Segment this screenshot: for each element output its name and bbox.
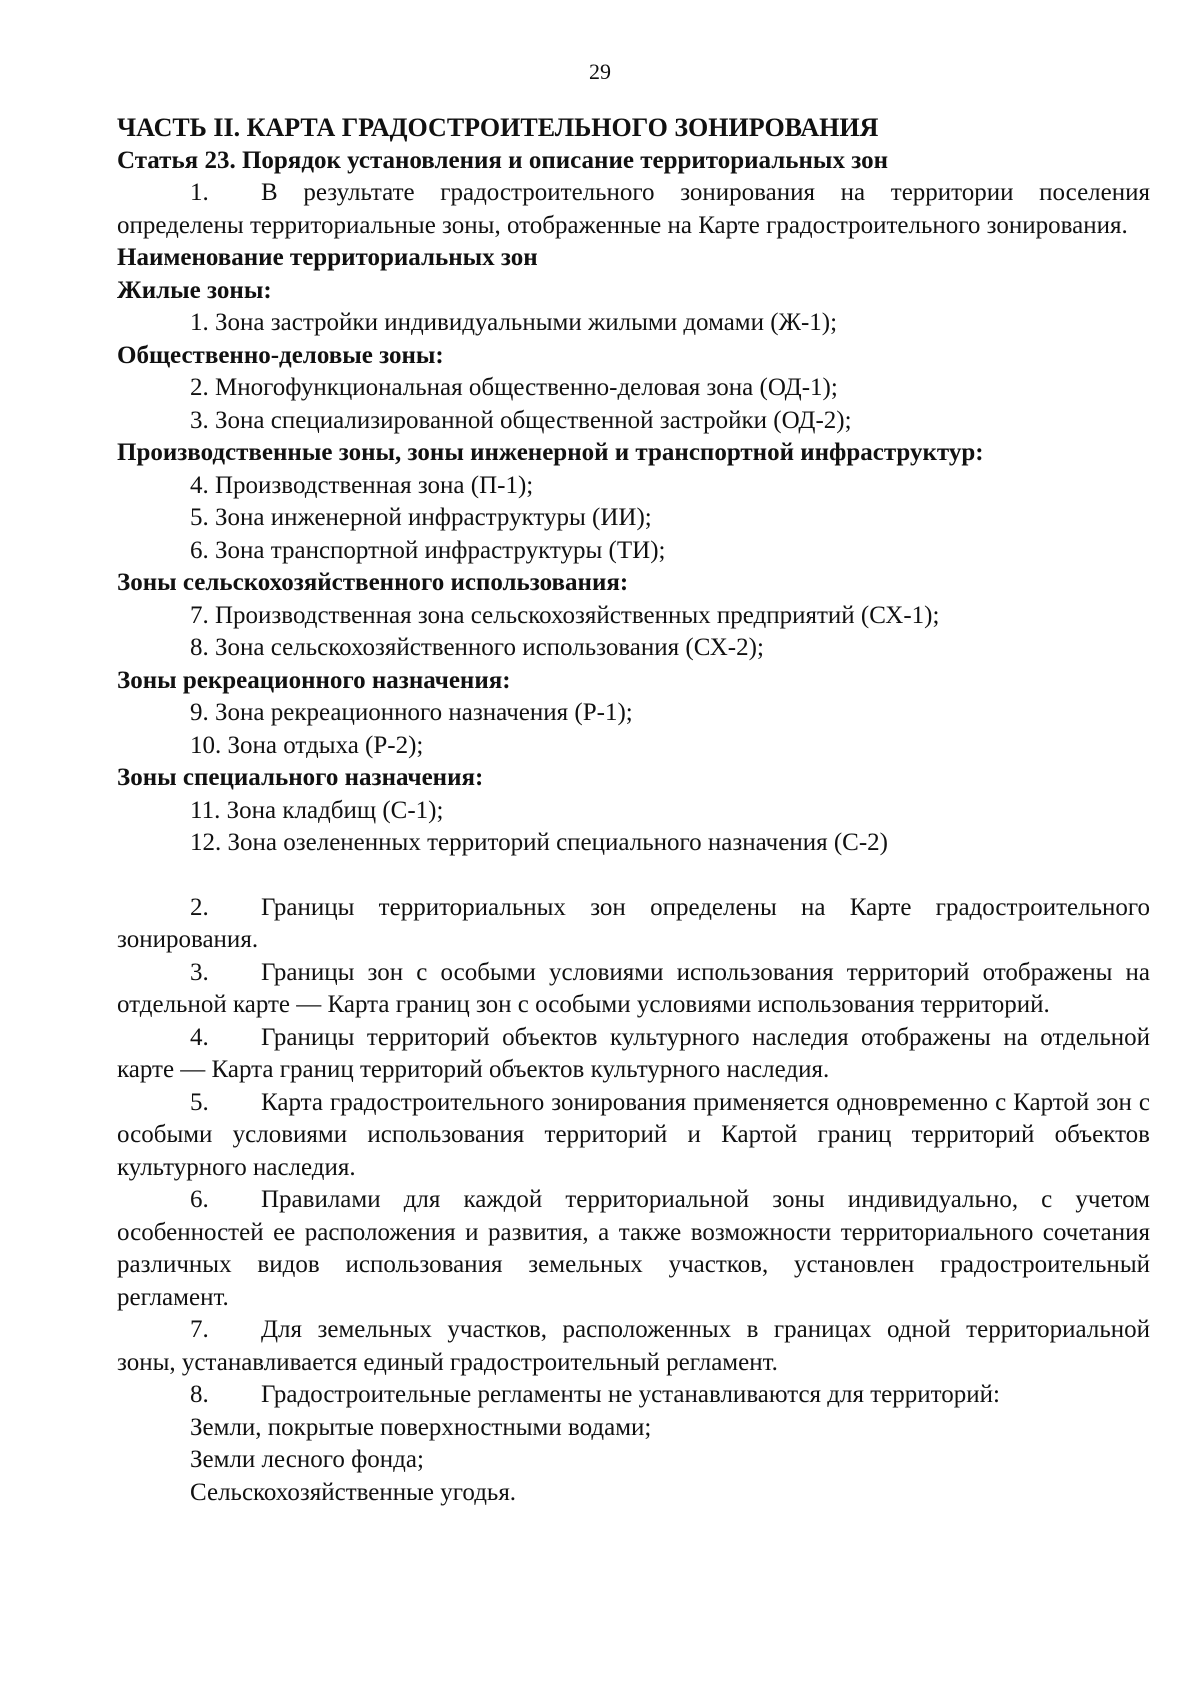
group-heading-agricultural: Зоны сельскохозяйственного использования: (117, 569, 629, 596)
paragraph-number: 6. (190, 1186, 209, 1213)
paragraph-3 (117, 957, 1150, 1022)
blank-line (117, 860, 1150, 892)
page-number: 29 (589, 59, 611, 84)
paragraph-text: Границы территориальных зон определены на Карте градостроительного зонирования. (117, 893, 1150, 953)
paragraph-number: 1. (190, 179, 209, 206)
paragraph-6 (117, 1184, 1150, 1314)
zone-item: 5. Зона инженерной инфраструктуры (ИИ); (190, 504, 652, 531)
paragraph-number: 7. (190, 1316, 209, 1343)
paragraph-text: Карта градостроительного зонирования применяется одновременно с Картой зон с особыми условиями использования территорий и Картой границ территорий объектов культурного наследия. (117, 1088, 1150, 1181)
group-heading-recreational: Зоны рекреационного назначения: (117, 666, 511, 694)
paragraph-text: Границы зон с особыми условиями использования территорий отображены на отдельной карте — Карта границ зон с особыми условиями использования территорий. (117, 958, 1150, 1018)
paragraph-number: 8. (190, 1381, 209, 1408)
paragraph-4 (117, 1022, 1150, 1087)
exemption-item: Сельскохозяйственные угодья. (190, 1478, 517, 1506)
zone-item: 7. Производственная зона сельскохозяйственных предприятий (СХ-1); (190, 601, 940, 629)
zones-heading: Наименование территориальных зон (117, 244, 538, 271)
part-title: ЧАСТЬ II. КАРТА ГРАДОСТРОИТЕЛЬНОГО ЗОНИРОВАНИЯ (117, 113, 879, 142)
zone-item: 9. Зона рекреационного назначения (Р-1); (190, 699, 633, 726)
zone-item: 12. Зона озелененных территорий специального назначения (С-2) (190, 829, 889, 856)
group-heading-special: Зоны специального назначения: (117, 764, 484, 791)
paragraph-5 (117, 1087, 1150, 1185)
paragraph-8 (117, 1379, 1150, 1412)
paragraph-text: Для земельных участков, расположенных в границах одной территориальной зоны, устанавливается единый градостроительный регламент. (117, 1316, 1150, 1376)
paragraph-7 (117, 1314, 1150, 1379)
exemption-item: Земли лесного фонда; (190, 1446, 424, 1473)
zone-item: 10. Зона отдыха (Р-2); (190, 731, 424, 759)
paragraph-1 (117, 177, 1150, 242)
paragraph-text: Границы территорий объектов культурного наследия отображены на отдельной карте — Карта границ территорий объектов культурного наследия. (117, 1023, 1150, 1083)
paragraph-text: Правилами для каждой территориальной зоны индивидуально, с учетом особенностей ее расположения и развития, а также возможности территориального сочетания различных видов использования земельных участков, установлен градостроительный регламент. (117, 1186, 1150, 1311)
exemption-item: Земли, покрытые поверхностными водами; (190, 1413, 652, 1441)
paragraph-2 (117, 892, 1150, 957)
group-heading-residential: Жилые зоны: (117, 276, 272, 304)
zone-item: 11. Зона кладбищ (С-1); (190, 796, 444, 824)
group-heading-industrial: Производственные зоны, зоны инженерной и транспортной инфраструктур: (117, 439, 984, 466)
paragraph-number: 2. (190, 893, 209, 921)
document-body (117, 112, 1150, 1509)
article-title: Статья 23. Порядок установления и описание территориальных зон (117, 146, 888, 174)
group-heading-business: Общественно-деловые зоны: (117, 341, 444, 369)
zone-item: 2. Многофункциональная общественно-деловая зона (ОД-1); (190, 374, 838, 401)
zone-item: 6. Зона транспортной инфраструктуры (ТИ); (190, 536, 666, 564)
paragraph-text: Градостроительные регламенты не устанавливаются для территорий: (261, 1381, 1000, 1408)
paragraph-number: 5. (190, 1088, 209, 1116)
zone-item: 1. Зона застройки индивидуальными жилыми домами (Ж-1); (190, 309, 838, 336)
paragraph-number: 4. (190, 1023, 209, 1051)
zone-item: 8. Зона сельскохозяйственного использования (СХ-2); (190, 634, 764, 661)
paragraph-number: 3. (190, 958, 209, 986)
zone-item: 4. Производственная зона (П-1); (190, 471, 534, 499)
zone-item: 3. Зона специализированной общественной застройки (ОД-2); (190, 406, 852, 434)
paragraph-text: В результате градостроительного зонирования на территории поселения определены территориальные зоны, отображенные на Карте градостроительного зонирования. (117, 179, 1150, 239)
